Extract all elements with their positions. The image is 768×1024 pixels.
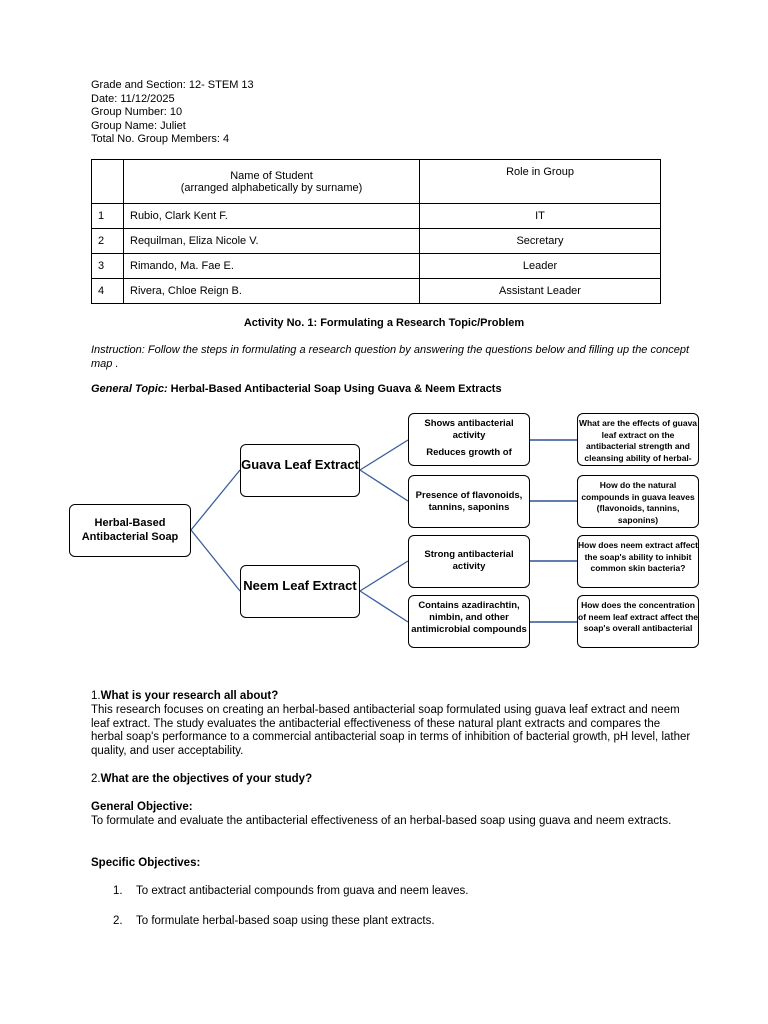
question-1-text: What is your research all about?	[100, 690, 279, 702]
connector-guava-b2	[360, 470, 408, 501]
general-topic-value: Herbal-Based Antibacterial Soap Using Guava & Neem Extracts	[167, 383, 502, 395]
map-guava-branch-1	[408, 413, 530, 466]
header-name-line2: (arranged alphabetically by surname)	[180, 181, 363, 194]
connector-guava-b1	[360, 440, 408, 470]
table-header-row	[92, 160, 661, 204]
header-name-line1: Name of Student	[230, 169, 313, 182]
list-item	[113, 885, 468, 897]
table-row	[92, 254, 661, 279]
row-num: 2	[92, 229, 124, 254]
header-role-cell: Role in Group	[420, 160, 661, 204]
connector-root-guava	[191, 470, 240, 530]
guava-branch-1-line1: Shows antibacterial activity	[424, 418, 514, 441]
general-topic	[91, 383, 502, 395]
row-num: 4	[92, 279, 124, 304]
date: Date: 11/12/2025	[91, 92, 175, 105]
list-item-text: To extract antibacterial compounds from guava and neem leaves.	[136, 885, 469, 897]
members-table	[91, 159, 661, 304]
question-1-num: 1.	[91, 690, 101, 702]
list-item-num: 2.	[113, 915, 123, 927]
map-question-3: How does neem extract affect the soap's ability to inhibit common skin bacteria?	[577, 535, 699, 588]
row-name: Rivera, Chloe Reign B.	[124, 279, 420, 304]
question-1-answer: This research focuses on creating an herbal-based antibacterial soap formulated using guava leaf extract and neem leaf extract. The study evaluates the antibacterial effectiveness of these natural plant extracts and compares the herbal soap's performance to a commercial antibacterial soap in terms of inhibition of bacterial growth, pH level, lather quality, and user acceptability.	[91, 704, 691, 757]
instruction-text: Instruction: Follow the steps in formulating a research question by answering the questions below and filling up the concept map .	[91, 344, 690, 370]
row-name: Requilman, Eliza Nicole V.	[124, 229, 420, 254]
header-num-cell	[92, 160, 124, 204]
map-root-box: Herbal-Based Antibacterial Soap	[69, 504, 191, 557]
question-2-title	[91, 773, 691, 787]
map-guava-box: Guava Leaf Extract	[240, 444, 360, 497]
list-item-text: To formulate herbal-based soap using these plant extracts.	[136, 915, 435, 927]
table-row	[92, 229, 661, 254]
row-role: Leader	[420, 254, 661, 279]
row-role: Secretary	[420, 229, 661, 254]
row-num: 1	[92, 204, 124, 229]
map-question-4: How does the concentration of neem leaf extract affect the soap's overall antibacterial	[577, 595, 699, 648]
general-objective-text: To formulate and evaluate the antibacterial effectiveness of an herbal-based soap using guava and neem extracts.	[91, 815, 672, 827]
row-name: Rimando, Ma. Fae E.	[124, 254, 420, 279]
guava-branch-1-line2: Reduces growth of	[426, 447, 512, 458]
group-name: Group Name: Juliet	[91, 119, 186, 132]
question-2-num: 2.	[91, 773, 101, 785]
specific-objectives-label	[91, 857, 691, 871]
row-name: Rubio, Clark Kent F.	[124, 204, 420, 229]
map-neem-branch-1: Strong antibacterial activity	[408, 535, 530, 588]
connector-root-neem	[191, 530, 240, 591]
table-row	[92, 204, 661, 229]
general-topic-label: General Topic:	[91, 383, 168, 395]
map-question-1: What are the effects of guava leaf extract on the antibacterial strength and cleansing ability of herbal-	[577, 413, 699, 466]
connector-neem-b2	[360, 591, 408, 622]
row-role: IT	[420, 204, 661, 229]
table-row	[92, 279, 661, 304]
map-question-2: How do the natural compounds in guava leaves (flavonoids, tannins, saponins)	[577, 475, 699, 528]
connector-neem-b1	[360, 561, 408, 591]
general-objective-label	[91, 801, 691, 815]
list-item-num: 1.	[113, 885, 123, 897]
row-num: 3	[92, 254, 124, 279]
row-role: Assistant Leader	[420, 279, 661, 304]
header-info	[91, 79, 254, 147]
map-guava-branch-2: Presence of flavonoids, tannins, saponins	[408, 475, 530, 528]
grade-section: Grade and Section: 12- STEM 13	[91, 79, 254, 91]
question-1-title	[91, 690, 691, 704]
group-number: Group Number: 10	[91, 106, 183, 118]
general-objective-label-text: General Objective:	[91, 801, 193, 813]
activity-title: Activity No. 1: Formulating a Research Topic/Problem	[243, 317, 525, 329]
map-neem-branch-2: Contains azadirachtin, nimbin, and other antimicrobial compounds	[408, 595, 530, 648]
total-members: Total No. Group Members: 4	[91, 133, 230, 145]
map-neem-box: Neem Leaf Extract	[240, 565, 360, 618]
question-2-text: What are the objectives of your study?	[100, 773, 313, 785]
list-item	[113, 915, 435, 927]
header-name-cell	[124, 160, 420, 204]
specific-objectives-label-text: Specific Objectives:	[91, 857, 201, 869]
